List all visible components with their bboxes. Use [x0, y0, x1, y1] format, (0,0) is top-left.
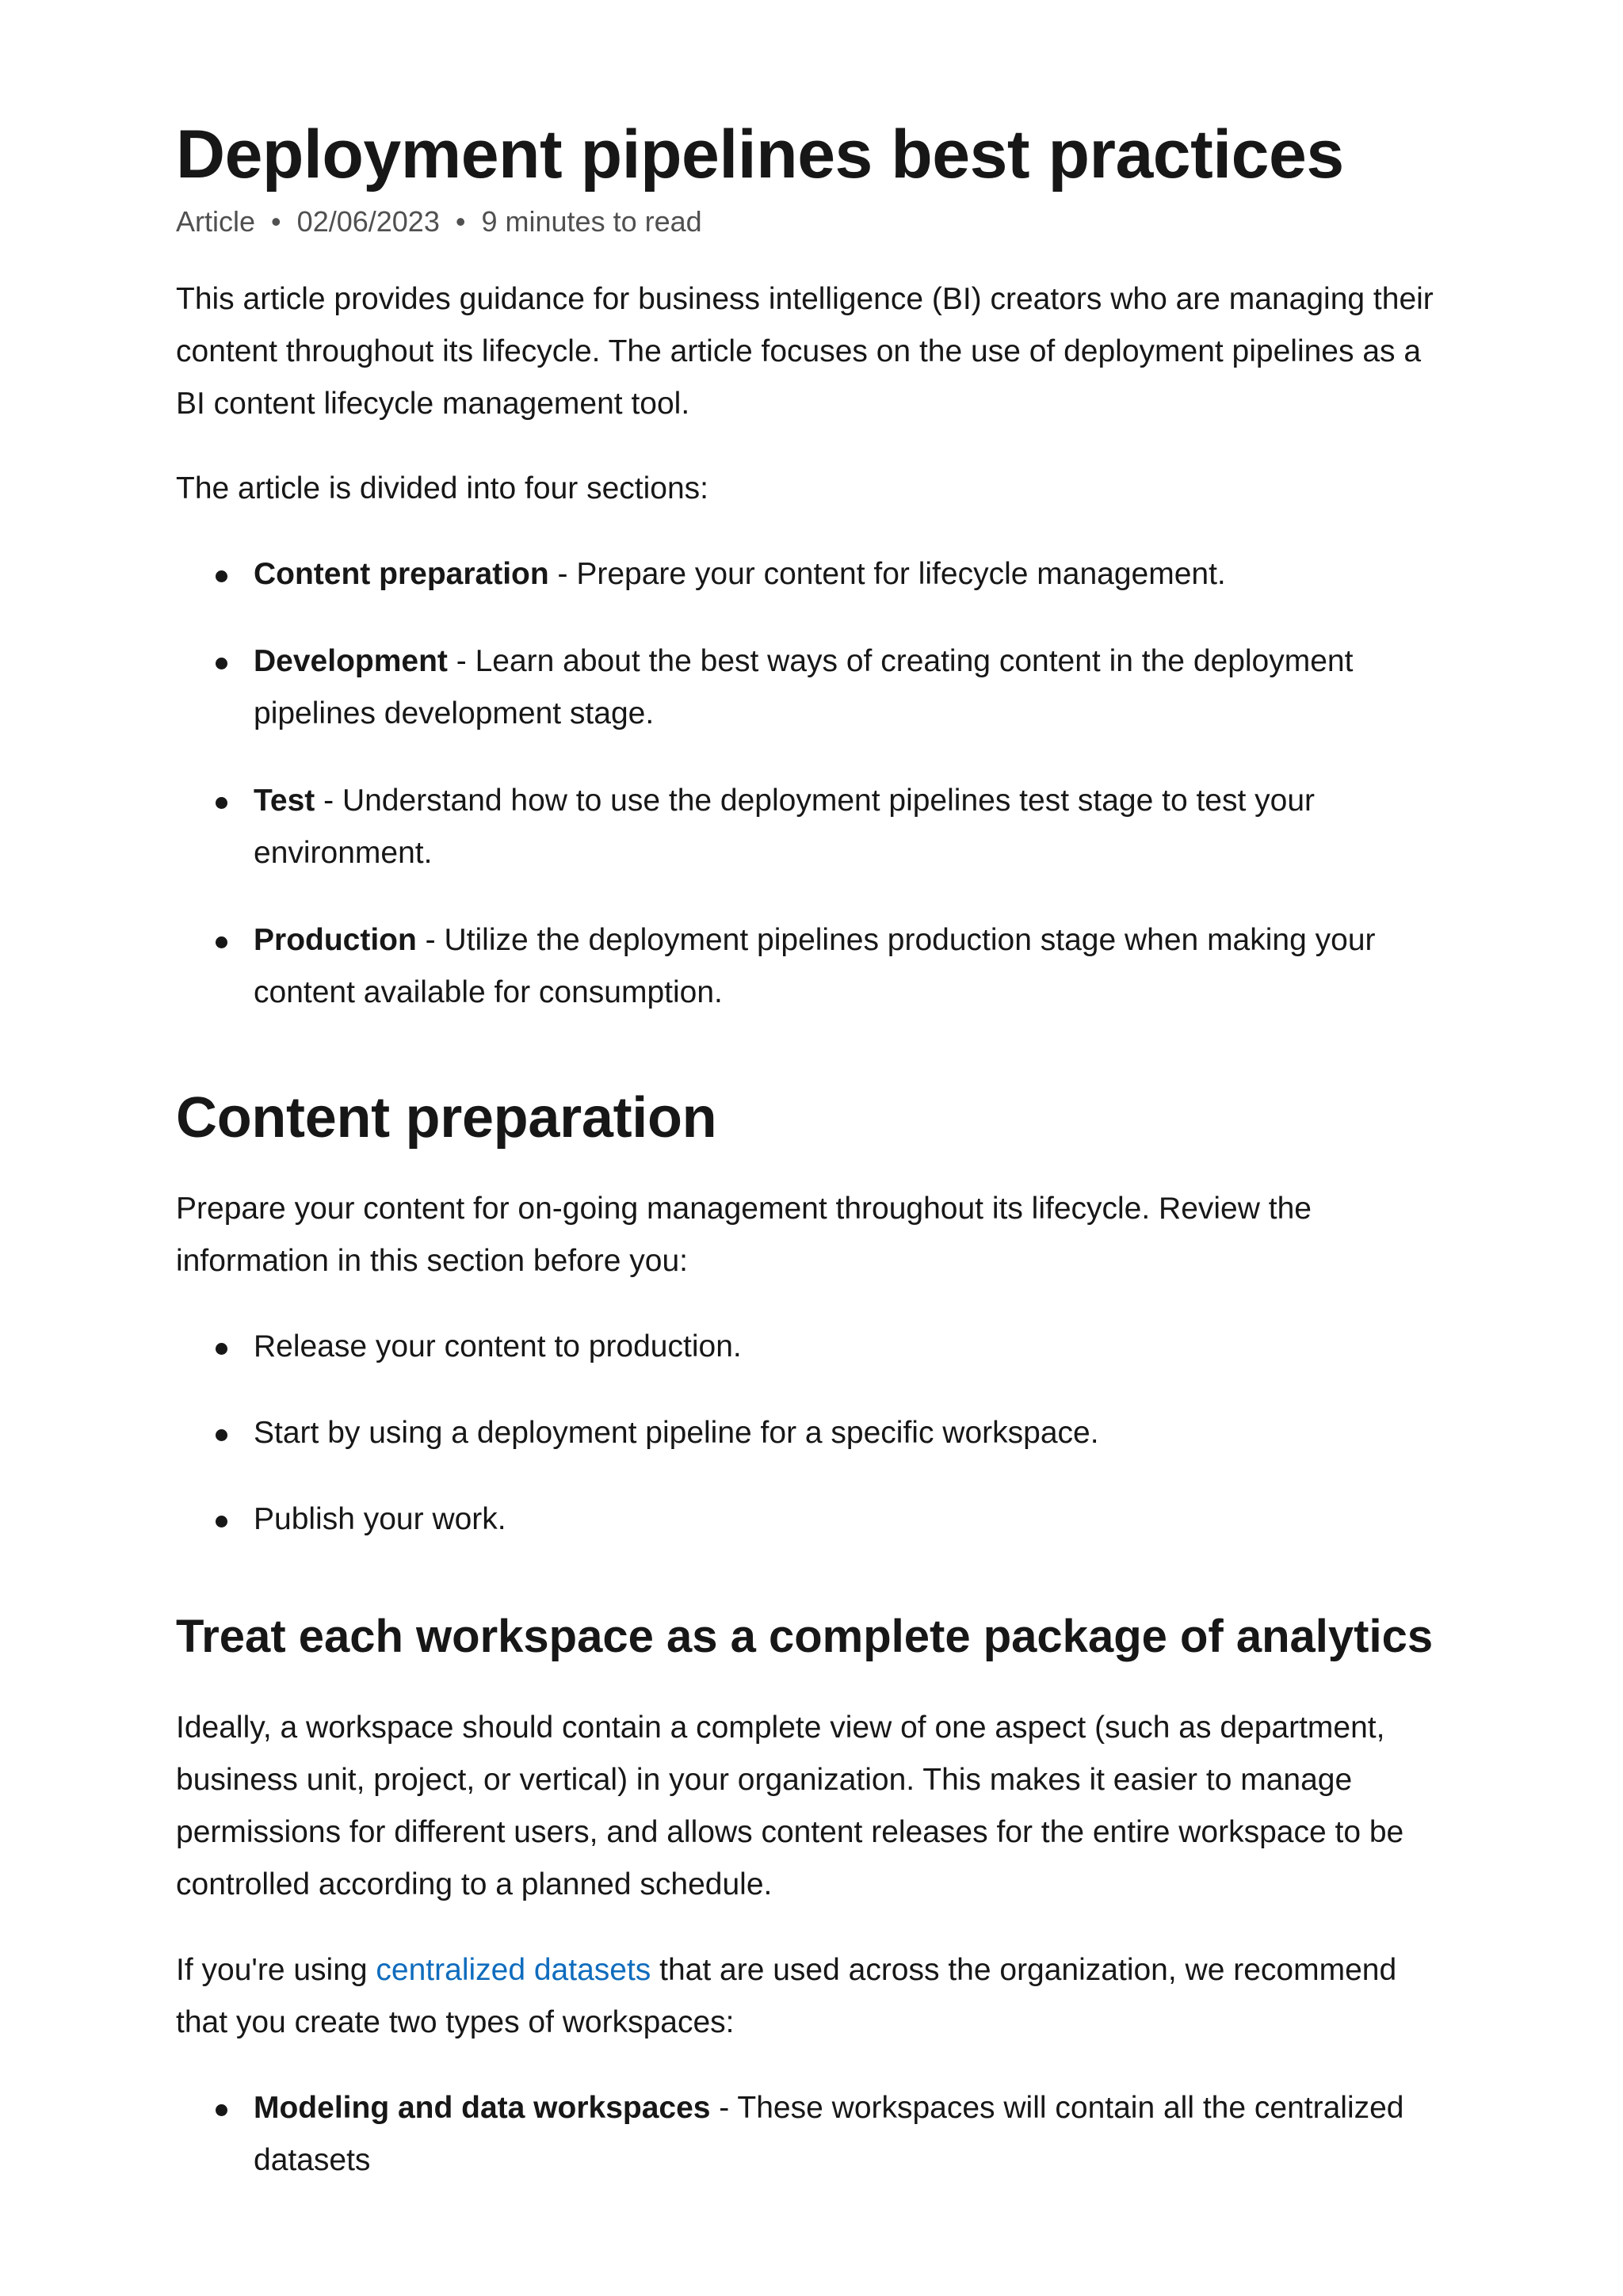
list-item	[254, 2082, 1447, 2187]
content-prep-list	[176, 1321, 1447, 1546]
sections-list	[176, 548, 1447, 1019]
list-item-desc: - Learn about the best ways of creating content in the deployment pipelines development stage.	[254, 644, 1354, 731]
meta-read-time: 9 minutes to read	[481, 204, 702, 238]
article-meta	[176, 204, 1447, 241]
list-item-desc: - These workspaces will contain all the centralized datasets	[254, 2090, 1404, 2177]
list-item-term: Production	[254, 923, 417, 958]
list-item-desc: - Understand how to use the deployment pipelines test stage to test your environment.	[254, 784, 1316, 871]
paragraph-text: that are used across the organization, we recommend that you create two types of workspaces:	[176, 1952, 1397, 2039]
meta-separator: •	[455, 204, 466, 238]
intro-paragraph: This article provides guidance for business intelligence (BI) creators who are managing their content throughout its lifecycle. The article focuses on the use of deployment pipelines as a BI content lifecycle management tool.	[176, 282, 1434, 421]
centralized-datasets-link[interactable]: centralized datasets	[376, 1952, 651, 1987]
list-item-term: Development	[254, 644, 448, 679]
list-item-term: Test	[254, 784, 315, 818]
sections-lead: The article is divided into four sections:	[176, 471, 708, 506]
list-item	[254, 775, 1447, 879]
list-item: Start by using a deployment pipeline for a specific workspace.	[254, 1407, 1447, 1459]
section-heading-content-preparation: Content preparation	[176, 1086, 717, 1150]
meta-date: 02/06/2023	[296, 204, 440, 238]
list-item	[254, 548, 1447, 601]
paragraph-text: If you're using	[176, 1952, 376, 1987]
content-prep-lead: Prepare your content for on-going management throughout its lifecycle. Review the information in this section before you:	[176, 1192, 1312, 1279]
meta-separator: •	[271, 204, 281, 238]
list-item-desc: - Prepare your content for lifecycle management.	[548, 557, 1226, 592]
workspace-ideal-paragraph: Ideally, a workspace should contain a complete view of one aspect (such as department, business unit, project, or vertical) in your organization. This makes it easier to manage permissions for different users, and allows content releases for the entire workspace to be controlled according to a planned schedule.	[176, 1710, 1404, 1901]
list-item: Release your content to production.	[254, 1321, 1447, 1373]
page-title: Deployment pipelines best practices	[176, 116, 1344, 193]
meta-type: Article	[176, 204, 256, 238]
list-item-term: Modeling and data workspaces	[254, 2090, 711, 2125]
workspace-types-list	[176, 2082, 1447, 2187]
subsection-heading-workspace: Treat each workspace as a complete package of analytics	[176, 1611, 1434, 1663]
centralized-datasets-paragraph	[176, 1944, 1447, 2049]
list-item	[254, 914, 1447, 1019]
list-item	[254, 635, 1447, 740]
list-item-desc: - Utilize the deployment pipelines production stage when making your content available for consumption.	[254, 923, 1376, 1010]
list-item-term: Content preparation	[254, 557, 549, 592]
list-item: Publish your work.	[254, 1493, 1447, 1546]
